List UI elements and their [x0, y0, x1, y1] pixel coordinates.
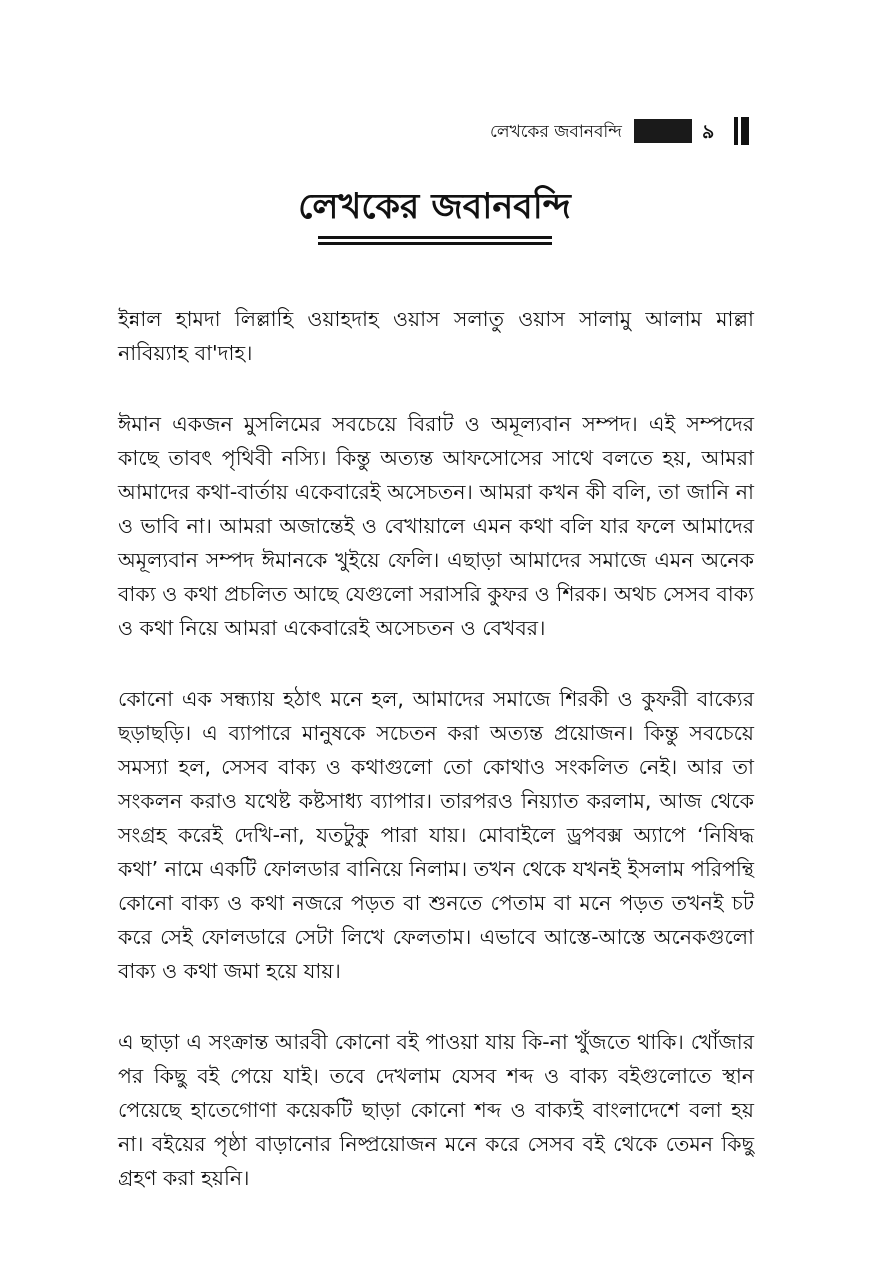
running-title: লেখকের জবানবন্দি — [490, 122, 622, 142]
running-header — [480, 117, 760, 145]
paragraph-2: ঈমান একজন মুসলিমের সবচেয়ে বিরাট ও অমূল্যবান সম্পদ। এই সম্পদের কাছে তাবৎ পৃথিবী নস্যি। কিন্তু অত্যন্ত আফসোসের সাথে বলতে হয়, আমরা আমাদের কথা-বার্তায় একেবারেই অসেচতন। আমরা কখন কী বলি, তা জানি না ও ভাবি না। আমরা অজান্তেই ও বেখায়ালে এমন কথা বলি যার ফলে আমাদের অমূল্যবান সম্পদ ঈমানকে খুইয়ে ফেলি। এছাড়া আমাদের সমাজে এমন অনেক বাক্য ও কথা প্রচলিত আছে যেগুলো সরাসরি কুফর ও শিরক। অথচ সেসব বাক্য ও কথা নিয়ে আমরা একেবারেই অসেচতন ও বেখবর। — [118, 412, 754, 640]
paragraph-4: এ ছাড়া এ সংক্রান্ত আরবী কোনো বই পাওয়া যায় কি-না খুঁজতে থাকি। খোঁজার পর কিছু বই পেয়ে যাই। তবে দেখলাম যেসব শব্দ ও বাক্য বইগুলোতে স্থান পেয়েছে হাতেগোণা কয়েকটি ছাড়া কোনো শব্দ ও বাক্যই বাংলাদেশে বলা হয় না। বইয়ের পৃষ্ঠা বাড়ানোর নিষ্প্রয়োজন মনে করে সেসব বই থেকে তেমন কিছু গ্রহণ করা হয়নি। — [118, 1030, 754, 1190]
paragraph-3: কোনো এক সন্ধ্যায় হঠাৎ মনে হল, আমাদের সমাজে শিরকী ও কুফরী বাক্যের ছড়াছড়ি। এ ব্যাপারে মানুষকে সচেতন করা অত্যন্ত প্রয়োজন। কিন্তু সবচেয়ে সমস্যা হল, সেসব বাক্য ও কথাগুলো তো কোথাও সংকলিত নেই। আর তা সংকলন করাও যথেষ্ট কষ্টসাধ্য ব্যাপার। তারপরও নিয়্যাত করলাম, আজ থেকে সংগ্রহ করেই দেখি-না, যতটুকু পারা যায়। মোবাইলে ড্রপবক্স অ্যাপে ‘নিষিদ্ধ কথা’ নামে একটি ফোলডার বানিয়ে নিলাম। তখন থেকে যখনই ইসলাম পরিপন্থি কোনো বাক্য ও কথা নজরে পড়ত বা শুনতে পেতাম বা মনে পড়ত তখনই চট করে সেই ফোলডারে সেটা লিখে ফেলতাম। এভাবে আস্তে-আস্তে অনেকগুলো বাক্য ও কথা জমা হয়ে যায়। — [118, 687, 754, 983]
header-thin-bar — [734, 117, 738, 145]
paragraph-1: ইন্নাল হামদা লিল্লাহি ওয়াহদাহ ওয়াস সলাতু ওয়াস সালামু আলাম মাল্লা নাবিয়্যাহ বা'দাহ। — [118, 307, 754, 365]
header-thick-bar — [741, 117, 749, 145]
title-underline-bottom — [318, 242, 552, 245]
header-black-bar — [634, 119, 692, 143]
page-number: ৯ — [702, 121, 715, 143]
body-text — [118, 302, 754, 1232]
title-underline-top — [318, 236, 552, 239]
chapter-title: লেখকের জবানবন্দি — [298, 187, 571, 227]
